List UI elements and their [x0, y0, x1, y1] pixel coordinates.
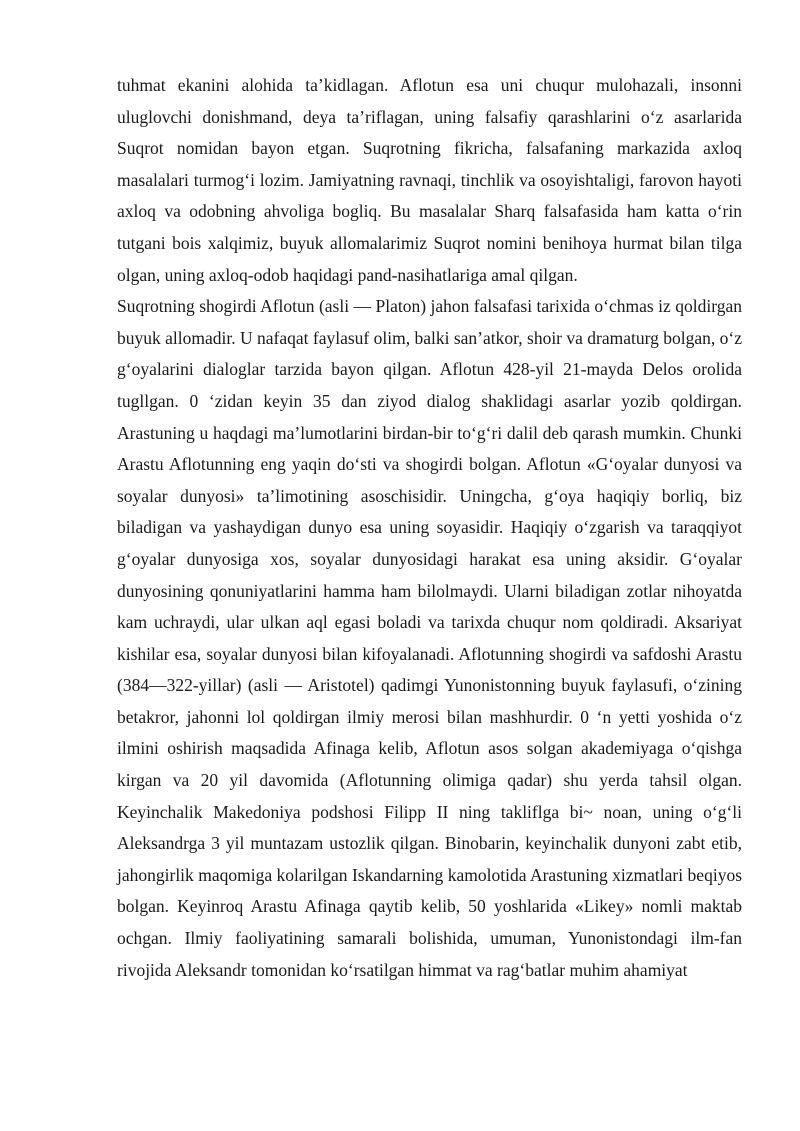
document-body — [117, 70, 742, 986]
paragraph-1: tuhmat ekanini alohida ta’kidlagan. Aflotun esa uni chuqur mulohazali, insonni uluglovchi donishmand, deya ta’riflagan, uning falsafiy qarashlarini o‘z asarlarida Suqrot nomidan bayon etgan. Suqrotning fikricha, falsafaning markazida axloq masalalari turmog‘i lozim. Jamiyatning ravnaqi, tinchlik va osoyishtaligi, farovon hayoti axloq va odobning ahvoliga bogliq. Bu masalalar Sharq falsafasida ham katta o‘rin tutgani bois xalqimiz, buyuk allomalarimiz Suqrot nomini benihoya hurmat bilan tilga olgan, uning axloq-odob haqidagi pand-nasihatlariga amal qilgan. — [117, 75, 742, 285]
paragraph-2: Suqrotning shogirdi Aflotun (asli — Platon) jahon falsafasi tarixida o‘chmas iz qoldirgan buyuk allomadir. U nafaqat faylasuf olim, balki san’atkor, shoir va dramaturg bolgan, o‘z g‘oyalarini dialoglar tarzida bayon qilgan. Aflotun 428-yil 21-mayda Delos orolida tugllgan. 0 ‘zidan keyin 35 dan ziyod dialog shaklidagi asarlar yozib qoldirgan. Arastuning u haqdagi ma’lumotlarini birdan-bir to‘g‘ri dalil deb qarash mumkin. Chunki Arastu Aflotunning eng yaqin do‘sti va shogirdi bolgan. Aflotun «G‘oyalar dunyosi va soyalar dunyosi» ta’limotining asoschisidir. Uningcha, g‘oya haqiqiy borliq, biz biladigan va yashaydigan dunyo esa uning soyasidir. Haqiqiy o‘zgarish va taraqqiyot g‘oyalar dunyosiga xos, soyalar dunyosidagi harakat esa uning aksidir. G‘oyalar dunyosining qonuniyatlarini hamma ham bilolmaydi. Ularni biladigan zotlar nihoyatda kam uchraydi, ular ulkan aql egasi boladi va tarixda chuqur nom qoldiradi. Aksariyat kishilar esa, soyalar dunyosi bilan kifoyalanadi. Aflotunning shogirdi va safdoshi Arastu (384—322-yillar) (asli — Aristotel) qadimgi Yunonistonning buyuk faylasufi, o‘zining betakror, jahonni lol qoldirgan ilmiy merosi bilan mashhurdir. 0 ‘n yetti yoshida o‘z ilmini oshirish maqsadida Afinaga kelib, Aflotun asos solgan akademiyaga o‘qishga kirgan va 20 yil davomida (Aflotunning olimiga qadar) shu yerda tahsil olgan. Keyinchalik Makedoniya podshosi Filipp II ning takliflga bi~ noan, uning o‘g‘li Aleksandrga 3 yil muntazam ustozlik qilgan. Binobarin, keyinchalik dunyoni zabt etib, jahongirlik maqomiga kolarilgan Iskandarning kamolotida Arastuning xizmatlari beqiyos bolgan. Keyinroq Arastu Afinaga qaytib kelib, 50 yoshlarida «Likey» nomli maktab ochgan. Ilmiy faoliyatining samarali bolishida, umuman, Yunonistondagi ilm-fan rivojida Aleksandr tomonidan ko‘rsatilgan himmat va rag‘batlar muhim ahamiyat — [117, 296, 742, 980]
